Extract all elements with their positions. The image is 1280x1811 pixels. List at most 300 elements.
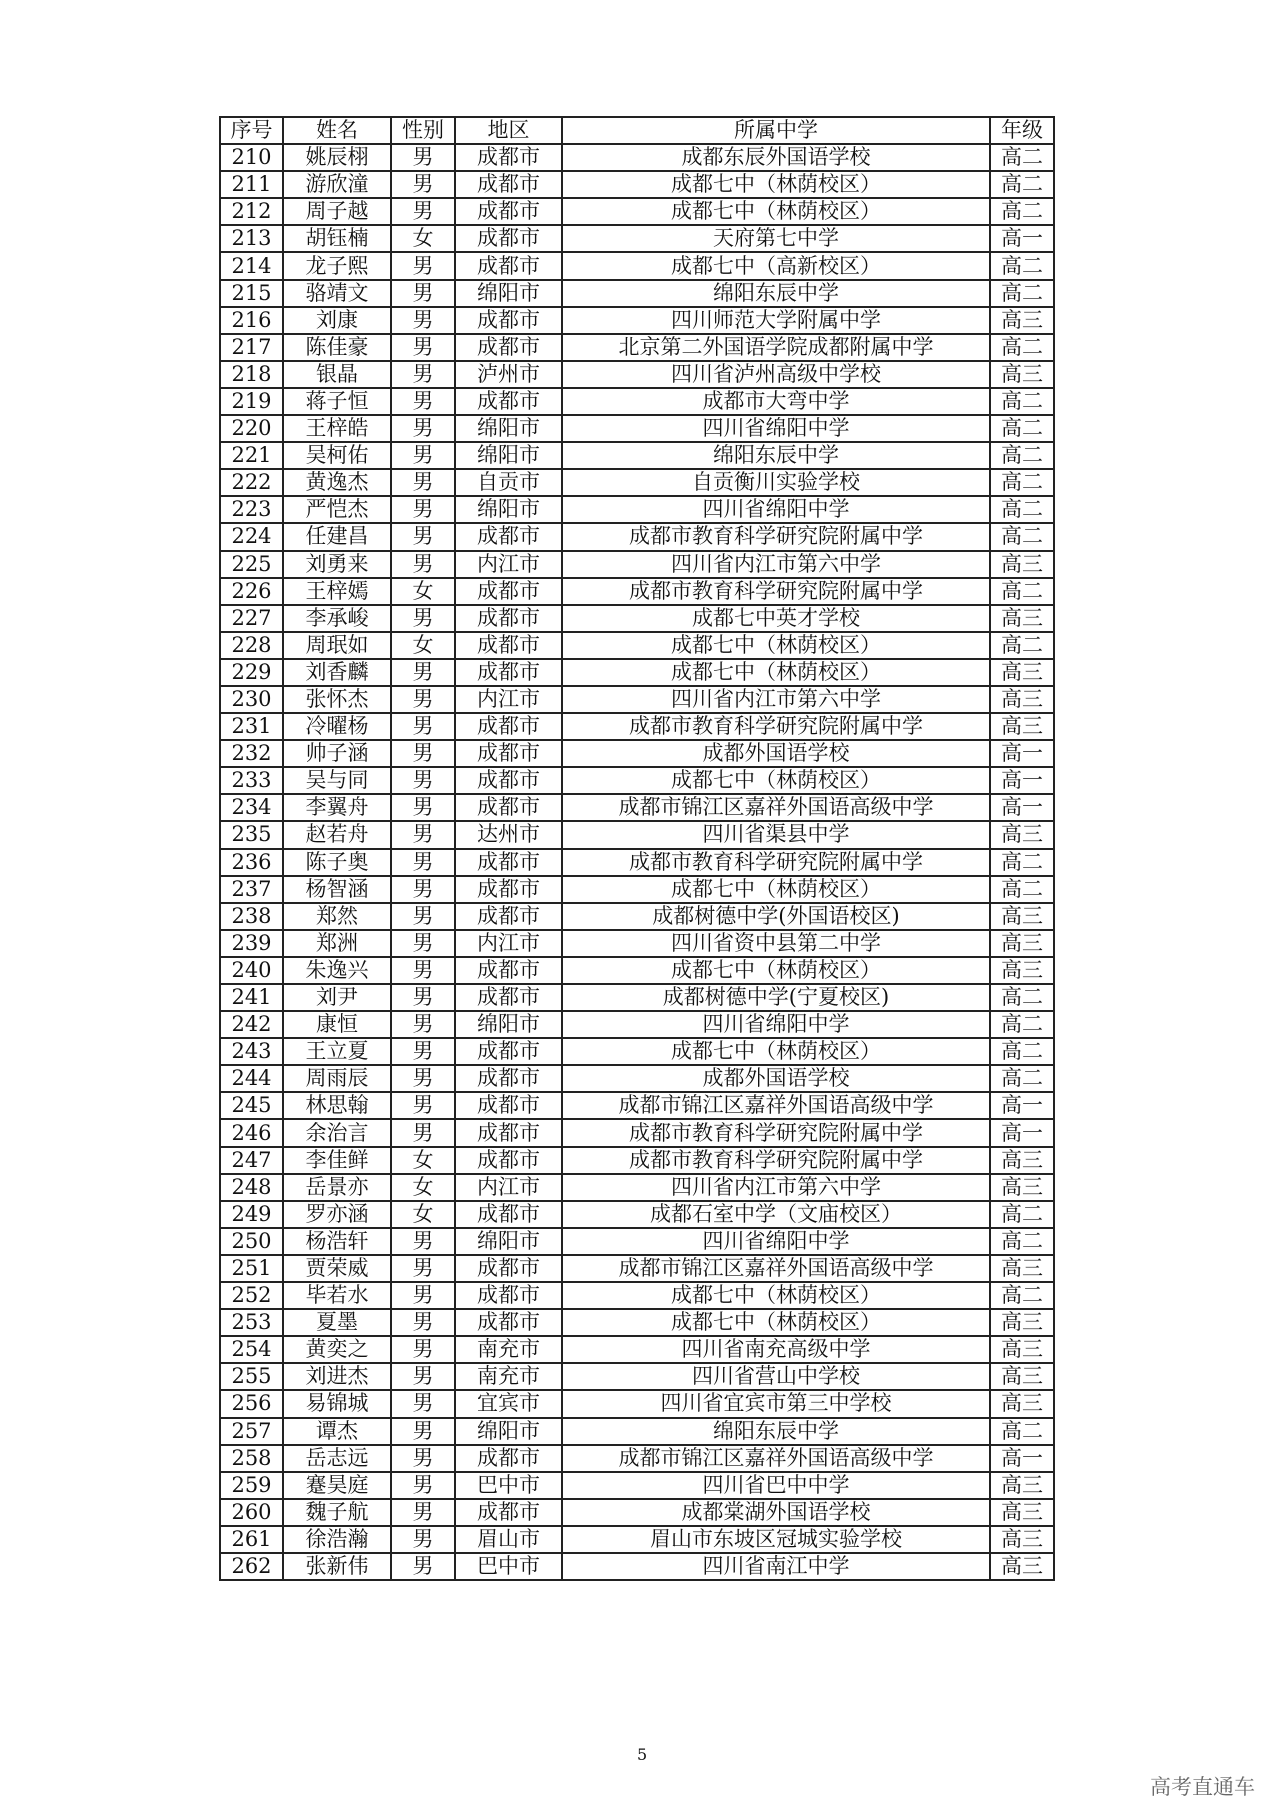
cell-grade: 高二 xyxy=(990,849,1054,876)
table-row xyxy=(220,1228,1054,1255)
cell-index: 258 xyxy=(220,1445,283,1472)
cell-index: 215 xyxy=(220,280,283,307)
cell-index: 251 xyxy=(220,1255,283,1282)
cell-name: 贾荣威 xyxy=(283,1255,391,1282)
cell-gender: 男 xyxy=(391,334,455,361)
cell-region: 成都市 xyxy=(455,225,562,252)
cell-region: 成都市 xyxy=(455,334,562,361)
cell-school: 成都七中（林荫校区） xyxy=(562,1038,990,1065)
cell-name: 吴与同 xyxy=(283,767,391,794)
cell-gender: 男 xyxy=(391,1526,455,1553)
cell-region: 眉山市 xyxy=(455,1526,562,1553)
cell-grade: 高三 xyxy=(990,307,1054,334)
table-row xyxy=(220,496,1054,523)
cell-gender: 男 xyxy=(391,821,455,848)
cell-grade: 高一 xyxy=(990,1092,1054,1119)
header-grade: 年级 xyxy=(990,117,1054,144)
cell-name: 游欣潼 xyxy=(283,171,391,198)
cell-school: 四川省南充高级中学 xyxy=(562,1336,990,1363)
cell-index: 220 xyxy=(220,415,283,442)
header-school: 所属中学 xyxy=(562,117,990,144)
table-row xyxy=(220,767,1054,794)
cell-region: 成都市 xyxy=(455,903,562,930)
cell-name: 李佳鲜 xyxy=(283,1147,391,1174)
cell-index: 242 xyxy=(220,1011,283,1038)
cell-school: 四川省绵阳中学 xyxy=(562,1011,990,1038)
cell-index: 231 xyxy=(220,713,283,740)
cell-index: 240 xyxy=(220,957,283,984)
table-row xyxy=(220,1011,1054,1038)
cell-gender: 男 xyxy=(391,442,455,469)
cell-index: 236 xyxy=(220,849,283,876)
table-row xyxy=(220,903,1054,930)
cell-grade: 高三 xyxy=(990,659,1054,686)
cell-region: 内江市 xyxy=(455,686,562,713)
cell-region: 成都市 xyxy=(455,1147,562,1174)
table-row xyxy=(220,225,1054,252)
cell-name: 余治言 xyxy=(283,1119,391,1146)
cell-index: 210 xyxy=(220,144,283,171)
cell-grade: 高二 xyxy=(990,415,1054,442)
cell-gender: 男 xyxy=(391,523,455,550)
table-row xyxy=(220,1119,1054,1146)
cell-region: 内江市 xyxy=(455,1174,562,1201)
table-row xyxy=(220,659,1054,686)
cell-gender: 女 xyxy=(391,1147,455,1174)
table-row xyxy=(220,388,1054,415)
cell-index: 224 xyxy=(220,523,283,550)
cell-name: 刘康 xyxy=(283,307,391,334)
cell-gender: 男 xyxy=(391,876,455,903)
header-name: 姓名 xyxy=(283,117,391,144)
cell-region: 成都市 xyxy=(455,523,562,550)
cell-grade: 高三 xyxy=(990,1147,1054,1174)
cell-region: 南充市 xyxy=(455,1336,562,1363)
cell-grade: 高二 xyxy=(990,144,1054,171)
cell-grade: 高一 xyxy=(990,740,1054,767)
cell-region: 成都市 xyxy=(455,1499,562,1526)
cell-school: 绵阳东辰中学 xyxy=(562,280,990,307)
cell-region: 巴中市 xyxy=(455,1472,562,1499)
cell-name: 胡钰楠 xyxy=(283,225,391,252)
cell-region: 成都市 xyxy=(455,1282,562,1309)
cell-grade: 高二 xyxy=(990,171,1054,198)
cell-name: 骆靖文 xyxy=(283,280,391,307)
cell-name: 杨智涵 xyxy=(283,876,391,903)
cell-gender: 男 xyxy=(391,388,455,415)
cell-region: 绵阳市 xyxy=(455,1228,562,1255)
cell-grade: 高三 xyxy=(990,1336,1054,1363)
cell-grade: 高二 xyxy=(990,1418,1054,1445)
cell-school: 北京第二外国语学院成都附属中学 xyxy=(562,334,990,361)
cell-index: 228 xyxy=(220,632,283,659)
table-body xyxy=(220,144,1054,1580)
cell-index: 218 xyxy=(220,361,283,388)
cell-gender: 男 xyxy=(391,686,455,713)
cell-school: 成都市教育科学研究院附属中学 xyxy=(562,713,990,740)
cell-school: 四川省南江中学 xyxy=(562,1553,990,1580)
cell-name: 周子越 xyxy=(283,198,391,225)
cell-school: 四川省宜宾市第三中学校 xyxy=(562,1390,990,1417)
cell-region: 成都市 xyxy=(455,1038,562,1065)
cell-name: 王立夏 xyxy=(283,1038,391,1065)
cell-school: 成都七中（林荫校区） xyxy=(562,957,990,984)
cell-school: 四川省营山中学校 xyxy=(562,1363,990,1390)
cell-name: 周珉如 xyxy=(283,632,391,659)
table-row xyxy=(220,442,1054,469)
cell-index: 211 xyxy=(220,171,283,198)
table-row xyxy=(220,469,1054,496)
cell-grade: 高三 xyxy=(990,361,1054,388)
cell-region: 成都市 xyxy=(455,578,562,605)
cell-index: 229 xyxy=(220,659,283,686)
cell-index: 253 xyxy=(220,1309,283,1336)
cell-region: 成都市 xyxy=(455,1255,562,1282)
cell-index: 255 xyxy=(220,1363,283,1390)
cell-gender: 男 xyxy=(391,280,455,307)
table-row xyxy=(220,1445,1054,1472)
cell-grade: 高一 xyxy=(990,767,1054,794)
cell-name: 夏墨 xyxy=(283,1309,391,1336)
cell-index: 216 xyxy=(220,307,283,334)
cell-name: 陈子奥 xyxy=(283,849,391,876)
cell-school: 绵阳东辰中学 xyxy=(562,442,990,469)
cell-index: 262 xyxy=(220,1553,283,1580)
cell-grade: 高三 xyxy=(990,605,1054,632)
table-row xyxy=(220,361,1054,388)
cell-index: 233 xyxy=(220,767,283,794)
cell-region: 成都市 xyxy=(455,1065,562,1092)
watermark: 高考直通车 xyxy=(1150,1775,1255,1799)
cell-gender: 男 xyxy=(391,1119,455,1146)
cell-gender: 男 xyxy=(391,1390,455,1417)
table-row xyxy=(220,632,1054,659)
cell-region: 泸州市 xyxy=(455,361,562,388)
cell-gender: 男 xyxy=(391,307,455,334)
cell-gender: 女 xyxy=(391,1174,455,1201)
cell-grade: 高二 xyxy=(990,252,1054,279)
cell-school: 四川省绵阳中学 xyxy=(562,415,990,442)
cell-school: 成都市教育科学研究院附属中学 xyxy=(562,849,990,876)
cell-gender: 男 xyxy=(391,551,455,578)
cell-grade: 高二 xyxy=(990,632,1054,659)
table-row xyxy=(220,280,1054,307)
cell-region: 成都市 xyxy=(455,849,562,876)
table-row xyxy=(220,334,1054,361)
cell-grade: 高二 xyxy=(990,1011,1054,1038)
cell-region: 成都市 xyxy=(455,876,562,903)
cell-school: 成都棠湖外国语学校 xyxy=(562,1499,990,1526)
cell-grade: 高二 xyxy=(990,442,1054,469)
cell-school: 四川省渠县中学 xyxy=(562,821,990,848)
cell-school: 成都市锦江区嘉祥外国语高级中学 xyxy=(562,794,990,821)
table-row xyxy=(220,1065,1054,1092)
cell-gender: 女 xyxy=(391,225,455,252)
cell-region: 成都市 xyxy=(455,252,562,279)
cell-grade: 高二 xyxy=(990,1201,1054,1228)
table-row xyxy=(220,551,1054,578)
cell-index: 249 xyxy=(220,1201,283,1228)
cell-region: 成都市 xyxy=(455,1092,562,1119)
cell-grade: 高三 xyxy=(990,1390,1054,1417)
cell-school: 成都七中（林荫校区） xyxy=(562,632,990,659)
cell-gender: 男 xyxy=(391,930,455,957)
cell-name: 康恒 xyxy=(283,1011,391,1038)
table-row xyxy=(220,1309,1054,1336)
cell-name: 刘进杰 xyxy=(283,1363,391,1390)
cell-region: 巴中市 xyxy=(455,1553,562,1580)
table-row xyxy=(220,605,1054,632)
cell-grade: 高三 xyxy=(990,1174,1054,1201)
cell-region: 成都市 xyxy=(455,1201,562,1228)
cell-index: 219 xyxy=(220,388,283,415)
cell-school: 成都市教育科学研究院附属中学 xyxy=(562,578,990,605)
cell-gender: 男 xyxy=(391,659,455,686)
cell-school: 四川省资中县第二中学 xyxy=(562,930,990,957)
table-row xyxy=(220,1038,1054,1065)
cell-grade: 高二 xyxy=(990,984,1054,1011)
cell-region: 绵阳市 xyxy=(455,280,562,307)
cell-region: 宜宾市 xyxy=(455,1390,562,1417)
cell-name: 银晶 xyxy=(283,361,391,388)
cell-name: 黄奕之 xyxy=(283,1336,391,1363)
cell-name: 蒋子恒 xyxy=(283,388,391,415)
cell-region: 成都市 xyxy=(455,713,562,740)
cell-school: 绵阳东辰中学 xyxy=(562,1418,990,1445)
cell-grade: 高二 xyxy=(990,469,1054,496)
cell-gender: 男 xyxy=(391,361,455,388)
cell-gender: 男 xyxy=(391,957,455,984)
cell-gender: 女 xyxy=(391,632,455,659)
cell-name: 徐浩瀚 xyxy=(283,1526,391,1553)
cell-school: 成都七中英才学校 xyxy=(562,605,990,632)
cell-name: 蹇昊庭 xyxy=(283,1472,391,1499)
cell-gender: 男 xyxy=(391,496,455,523)
cell-grade: 高三 xyxy=(990,713,1054,740)
cell-name: 岳景亦 xyxy=(283,1174,391,1201)
cell-school: 四川省内江市第六中学 xyxy=(562,686,990,713)
cell-index: 227 xyxy=(220,605,283,632)
cell-school: 四川省泸州高级中学校 xyxy=(562,361,990,388)
student-list-table xyxy=(219,116,1055,1581)
cell-index: 214 xyxy=(220,252,283,279)
cell-index: 226 xyxy=(220,578,283,605)
table-row xyxy=(220,713,1054,740)
cell-gender: 男 xyxy=(391,984,455,1011)
cell-school: 四川师范大学附属中学 xyxy=(562,307,990,334)
cell-school: 自贡衡川实验学校 xyxy=(562,469,990,496)
cell-region: 绵阳市 xyxy=(455,415,562,442)
cell-name: 魏子航 xyxy=(283,1499,391,1526)
cell-gender: 男 xyxy=(391,1363,455,1390)
cell-index: 261 xyxy=(220,1526,283,1553)
cell-name: 赵若舟 xyxy=(283,821,391,848)
cell-grade: 高三 xyxy=(990,903,1054,930)
cell-school: 四川省巴中中学 xyxy=(562,1472,990,1499)
cell-gender: 男 xyxy=(391,171,455,198)
cell-grade: 高三 xyxy=(990,821,1054,848)
cell-region: 成都市 xyxy=(455,605,562,632)
cell-region: 内江市 xyxy=(455,930,562,957)
cell-school: 成都七中（林荫校区） xyxy=(562,1309,990,1336)
table-row xyxy=(220,930,1054,957)
cell-index: 243 xyxy=(220,1038,283,1065)
cell-gender: 女 xyxy=(391,578,455,605)
cell-school: 成都七中（林荫校区） xyxy=(562,659,990,686)
cell-gender: 男 xyxy=(391,1282,455,1309)
table-row xyxy=(220,198,1054,225)
cell-name: 刘尹 xyxy=(283,984,391,1011)
table-row xyxy=(220,1499,1054,1526)
table-row xyxy=(220,1526,1054,1553)
cell-index: 252 xyxy=(220,1282,283,1309)
cell-gender: 男 xyxy=(391,1228,455,1255)
table-row xyxy=(220,578,1054,605)
cell-gender: 男 xyxy=(391,1445,455,1472)
cell-grade: 高二 xyxy=(990,388,1054,415)
cell-gender: 男 xyxy=(391,849,455,876)
cell-grade: 高三 xyxy=(990,551,1054,578)
table-row xyxy=(220,1336,1054,1363)
cell-name: 周雨辰 xyxy=(283,1065,391,1092)
cell-region: 成都市 xyxy=(455,1445,562,1472)
table-row xyxy=(220,876,1054,903)
cell-name: 吴柯佑 xyxy=(283,442,391,469)
cell-region: 内江市 xyxy=(455,551,562,578)
cell-region: 绵阳市 xyxy=(455,1418,562,1445)
cell-region: 成都市 xyxy=(455,794,562,821)
cell-index: 221 xyxy=(220,442,283,469)
cell-name: 谭杰 xyxy=(283,1418,391,1445)
table-row xyxy=(220,1553,1054,1580)
cell-grade: 高三 xyxy=(990,1255,1054,1282)
cell-region: 成都市 xyxy=(455,307,562,334)
table-row xyxy=(220,957,1054,984)
cell-name: 帅子涵 xyxy=(283,740,391,767)
cell-gender: 男 xyxy=(391,794,455,821)
cell-grade: 高二 xyxy=(990,1038,1054,1065)
table-row xyxy=(220,1092,1054,1119)
cell-name: 杨浩轩 xyxy=(283,1228,391,1255)
table-row xyxy=(220,984,1054,1011)
cell-region: 绵阳市 xyxy=(455,496,562,523)
cell-region: 达州市 xyxy=(455,821,562,848)
cell-grade: 高三 xyxy=(990,1553,1054,1580)
cell-index: 257 xyxy=(220,1418,283,1445)
cell-grade: 高一 xyxy=(990,1119,1054,1146)
cell-name: 严恺杰 xyxy=(283,496,391,523)
cell-index: 225 xyxy=(220,551,283,578)
cell-school: 成都外国语学校 xyxy=(562,740,990,767)
header-gender: 性别 xyxy=(391,117,455,144)
cell-index: 230 xyxy=(220,686,283,713)
cell-region: 成都市 xyxy=(455,767,562,794)
cell-index: 250 xyxy=(220,1228,283,1255)
cell-school: 成都市教育科学研究院附属中学 xyxy=(562,1147,990,1174)
cell-school: 成都七中（林荫校区） xyxy=(562,876,990,903)
cell-grade: 高二 xyxy=(990,496,1054,523)
table-row xyxy=(220,1363,1054,1390)
table-header-row xyxy=(220,117,1054,144)
cell-region: 成都市 xyxy=(455,659,562,686)
cell-index: 241 xyxy=(220,984,283,1011)
cell-grade: 高二 xyxy=(990,1228,1054,1255)
cell-grade: 高三 xyxy=(990,1309,1054,1336)
cell-index: 246 xyxy=(220,1119,283,1146)
cell-gender: 男 xyxy=(391,415,455,442)
table-row xyxy=(220,1174,1054,1201)
cell-name: 刘勇来 xyxy=(283,551,391,578)
header-region: 地区 xyxy=(455,117,562,144)
table-row xyxy=(220,1201,1054,1228)
cell-name: 罗亦涵 xyxy=(283,1201,391,1228)
cell-grade: 高二 xyxy=(990,1282,1054,1309)
cell-gender: 男 xyxy=(391,1065,455,1092)
cell-gender: 男 xyxy=(391,605,455,632)
table-row xyxy=(220,849,1054,876)
cell-school: 成都市锦江区嘉祥外国语高级中学 xyxy=(562,1255,990,1282)
cell-school: 成都东辰外国语学校 xyxy=(562,144,990,171)
cell-name: 易锦城 xyxy=(283,1390,391,1417)
cell-index: 260 xyxy=(220,1499,283,1526)
table-row xyxy=(220,1390,1054,1417)
cell-school: 眉山市东坡区冠城实验学校 xyxy=(562,1526,990,1553)
cell-name: 李承峻 xyxy=(283,605,391,632)
cell-region: 自贡市 xyxy=(455,469,562,496)
cell-grade: 高三 xyxy=(990,1526,1054,1553)
cell-index: 256 xyxy=(220,1390,283,1417)
cell-name: 姚辰栩 xyxy=(283,144,391,171)
cell-name: 林思翰 xyxy=(283,1092,391,1119)
cell-grade: 高二 xyxy=(990,578,1054,605)
cell-region: 成都市 xyxy=(455,957,562,984)
cell-school: 成都市大弯中学 xyxy=(562,388,990,415)
table-row xyxy=(220,523,1054,550)
cell-gender: 男 xyxy=(391,713,455,740)
cell-index: 239 xyxy=(220,930,283,957)
cell-school: 成都树德中学(外国语校区) xyxy=(562,903,990,930)
cell-school: 天府第七中学 xyxy=(562,225,990,252)
cell-index: 245 xyxy=(220,1092,283,1119)
cell-gender: 男 xyxy=(391,1418,455,1445)
cell-name: 岳志远 xyxy=(283,1445,391,1472)
table-row xyxy=(220,307,1054,334)
cell-region: 成都市 xyxy=(455,171,562,198)
cell-index: 235 xyxy=(220,821,283,848)
cell-gender: 男 xyxy=(391,1553,455,1580)
cell-index: 232 xyxy=(220,740,283,767)
cell-index: 248 xyxy=(220,1174,283,1201)
cell-school: 成都市锦江区嘉祥外国语高级中学 xyxy=(562,1445,990,1472)
cell-region: 绵阳市 xyxy=(455,442,562,469)
cell-grade: 高一 xyxy=(990,1445,1054,1472)
cell-grade: 高二 xyxy=(990,1065,1054,1092)
cell-index: 244 xyxy=(220,1065,283,1092)
table-row xyxy=(220,1472,1054,1499)
cell-name: 龙子熙 xyxy=(283,252,391,279)
cell-school: 四川省绵阳中学 xyxy=(562,496,990,523)
cell-index: 259 xyxy=(220,1472,283,1499)
table-row xyxy=(220,144,1054,171)
cell-index: 247 xyxy=(220,1147,283,1174)
cell-name: 冷曜杨 xyxy=(283,713,391,740)
cell-gender: 男 xyxy=(391,1011,455,1038)
cell-school: 成都七中（高新校区） xyxy=(562,252,990,279)
page-number: 5 xyxy=(637,1745,648,1764)
table-row xyxy=(220,821,1054,848)
cell-index: 217 xyxy=(220,334,283,361)
cell-gender: 女 xyxy=(391,1201,455,1228)
